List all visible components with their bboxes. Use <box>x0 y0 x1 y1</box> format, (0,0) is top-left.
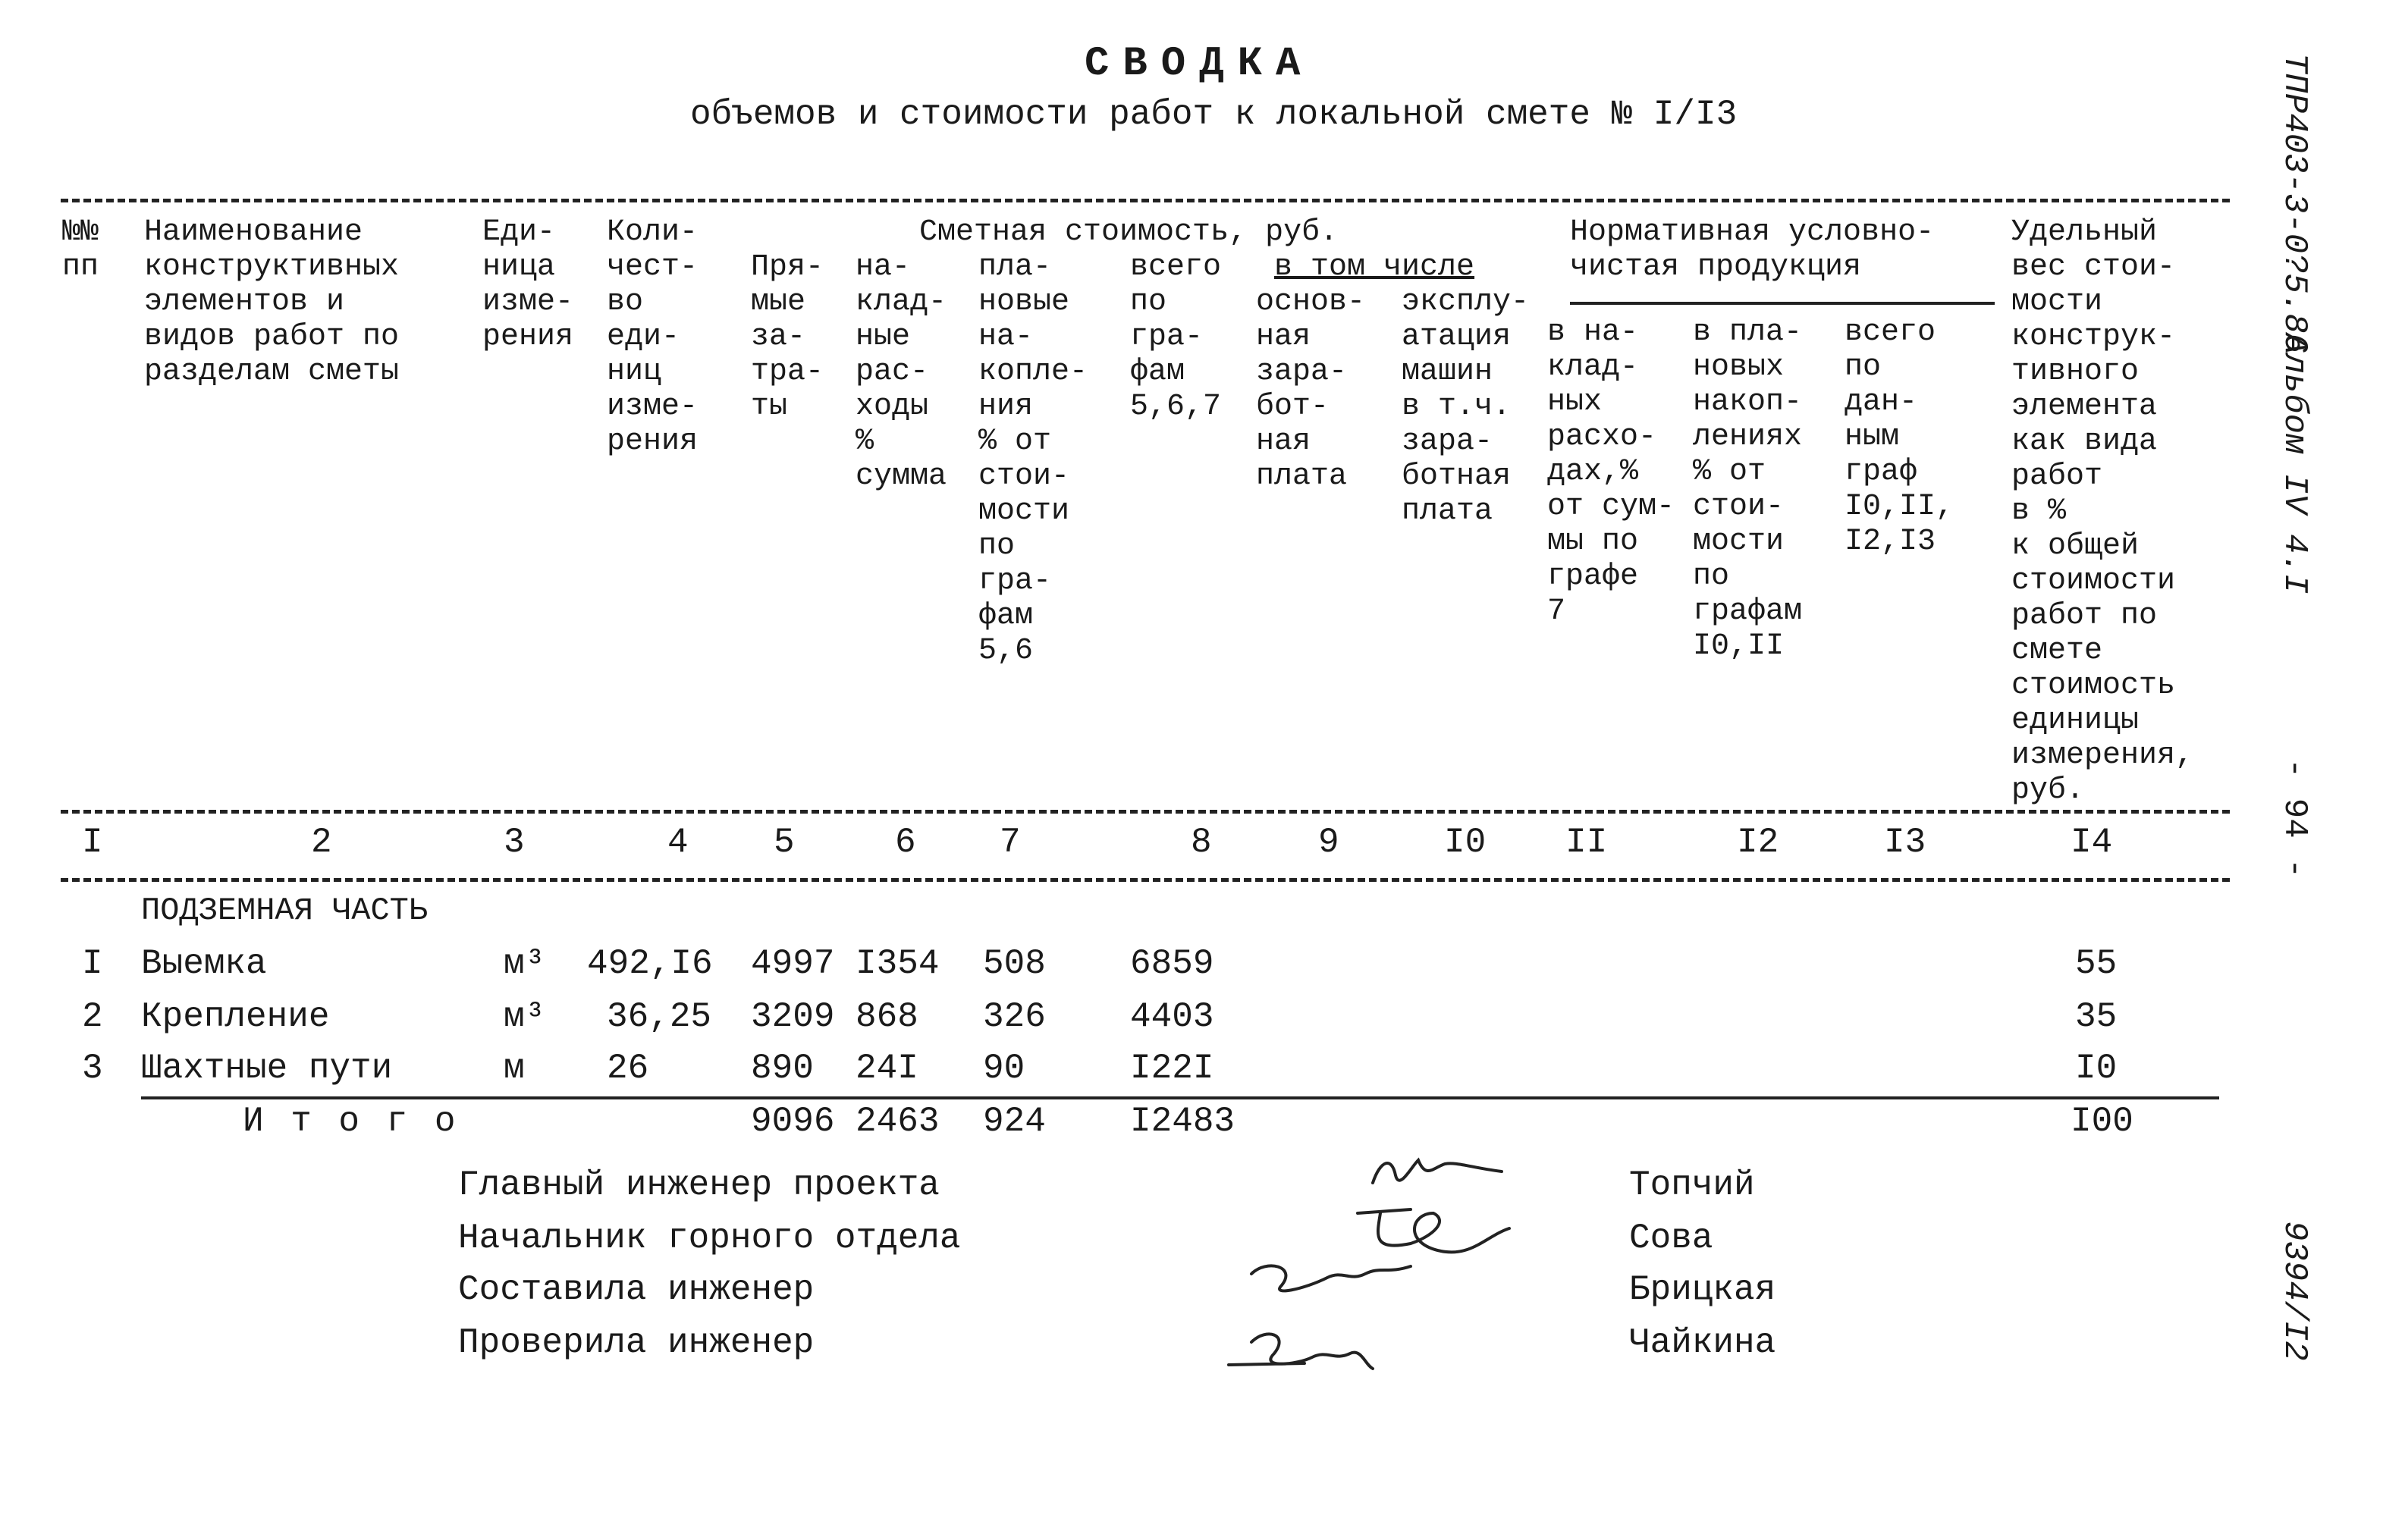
totals-direct: 9096 <box>751 1102 835 1141</box>
row-2-share: 35 <box>2075 997 2118 1037</box>
header-qty: Коли- чест- во еди- ниц изме- рения <box>607 215 699 459</box>
totals-total: I2483 <box>1130 1102 1235 1141</box>
row-1-num: I <box>82 944 103 983</box>
row-2-overhead: 868 <box>856 997 918 1037</box>
document-title: СВОДКА <box>1085 41 1314 87</box>
row-1-qty: 492,I6 <box>587 944 713 983</box>
colnum-14: I4 <box>2071 823 2113 862</box>
row-1-planned: 508 <box>983 944 1046 983</box>
header-machines: эксплу- атация машин в т.ч. зара- ботная плата <box>1402 285 1530 528</box>
row-1-name: Выемка <box>141 944 267 983</box>
row-3-planned: 90 <box>983 1049 1025 1088</box>
header-top-rule <box>61 199 2230 202</box>
side-page: - 94 - <box>2275 758 2313 879</box>
row-1-share: 55 <box>2075 944 2118 983</box>
header-unit: Еди- ница изме- рения <box>482 215 574 354</box>
totals-label: И т о г о <box>243 1102 459 1141</box>
totals-overhead: 2463 <box>856 1102 940 1141</box>
norm-group-rule <box>1570 302 1995 305</box>
side-album: Альбом IV 4.I <box>2275 334 2313 594</box>
row-2-planned: 326 <box>983 997 1046 1037</box>
signature-name-3: Брицкая <box>1629 1270 1776 1309</box>
header-total: всего по гра- фам 5,6,7 <box>1130 250 1222 424</box>
totals-rule <box>141 1096 2219 1099</box>
header-direct: Пря- мые за- тра- ты <box>751 250 824 424</box>
colnum-6: 6 <box>895 823 916 862</box>
side-number: 9394/I2 <box>2275 1221 2313 1361</box>
header-norm-overhead: в на- клад- ных расхо- дах,% от сум- мы по графе 7 <box>1547 315 1675 629</box>
colnum-2: 2 <box>311 823 332 862</box>
section-title: ПОДЗЕМНАЯ ЧАСТЬ <box>141 892 429 929</box>
colnum-bottom-rule <box>61 878 2230 882</box>
colnum-7: 7 <box>1000 823 1021 862</box>
row-1-unit: м³ <box>504 944 546 983</box>
colnum-5: 5 <box>774 823 795 862</box>
row-2-num: 2 <box>82 997 103 1037</box>
colnum-8: 8 <box>1191 823 1212 862</box>
header-name: Наименование конструктивных элементов и видов работ по разделам сметы <box>144 215 400 389</box>
document-subtitle: объемов и стоимости работ к локальной смете № I/I3 <box>690 95 1738 134</box>
row-2-direct: 3209 <box>751 997 835 1037</box>
header-incl: в том числе <box>1274 250 1475 284</box>
signature-name-4: Чайкина <box>1629 1323 1776 1363</box>
header-norm-planned: в пла- новых накоп- лениях % от стои- мости по графам I0,II <box>1693 315 1803 663</box>
totals-planned: 924 <box>983 1102 1046 1141</box>
header-cost-group: Сметная стоимость, руб. <box>919 215 1339 249</box>
totals-share: I00 <box>2071 1102 2133 1141</box>
row-2-unit: м³ <box>504 997 546 1037</box>
row-3-name: Шахтные пути <box>141 1049 393 1088</box>
signature-role-4: Проверила инженер <box>458 1323 815 1363</box>
colnum-3: 3 <box>504 823 525 862</box>
colnum-top-rule <box>61 810 2230 814</box>
header-overhead: на- клад- ные рас- ходы % сумма <box>856 250 947 494</box>
row-1-total: 6859 <box>1130 944 1214 983</box>
row-3-num: 3 <box>82 1049 103 1088</box>
colnum-4: 4 <box>667 823 689 862</box>
colnum-11: II <box>1565 823 1608 862</box>
signature-name-2: Сова <box>1629 1219 1713 1258</box>
colnum-9: 9 <box>1318 823 1339 862</box>
header-num: №№ пп <box>62 215 99 284</box>
colnum-12: I2 <box>1737 823 1779 862</box>
row-1-direct: 4997 <box>751 944 835 983</box>
row-3-direct: 890 <box>751 1049 814 1088</box>
row-3-total: I22I <box>1130 1049 1214 1088</box>
header-planned: пла- новые на- копле- ния % от стои- мости по гра- фам 5,6 <box>978 250 1088 668</box>
handwritten-signatures <box>1183 1137 1578 1403</box>
row-3-share: I0 <box>2075 1049 2118 1088</box>
header-norm-total: всего по дан- ным граф I0,II, I2,I3 <box>1845 315 1954 559</box>
row-2-qty: 36,25 <box>607 997 712 1037</box>
signature-role-1: Главный инженер проекта <box>458 1165 940 1205</box>
header-norm-group: Нормативная условно- чистая продукция <box>1570 215 1935 284</box>
signature-role-2: Начальник горного отдела <box>458 1219 961 1258</box>
colnum-10: I0 <box>1444 823 1487 862</box>
row-2-name: Крепление <box>141 997 330 1037</box>
header-wage: основ- ная зара- бот- ная плата <box>1256 285 1366 494</box>
header-share: Удельный вес стои- мости конструк- тивного элемента как вида работ в % к общей стоимости работ по смете стоимость единицы измерения, руб. <box>2011 215 2194 808</box>
row-1-overhead: I354 <box>856 944 940 983</box>
signature-name-1: Топчий <box>1629 1165 1755 1205</box>
row-3-unit: м <box>504 1049 525 1088</box>
row-3-qty: 26 <box>607 1049 649 1088</box>
colnum-1: I <box>82 823 103 862</box>
row-2-total: 4403 <box>1130 997 1214 1037</box>
side-code: ТПР403-3-0?5.86 <box>2275 53 2313 354</box>
signature-role-3: Составила инженер <box>458 1270 815 1309</box>
row-3-overhead: 24I <box>856 1049 918 1088</box>
colnum-13: I3 <box>1884 823 1926 862</box>
